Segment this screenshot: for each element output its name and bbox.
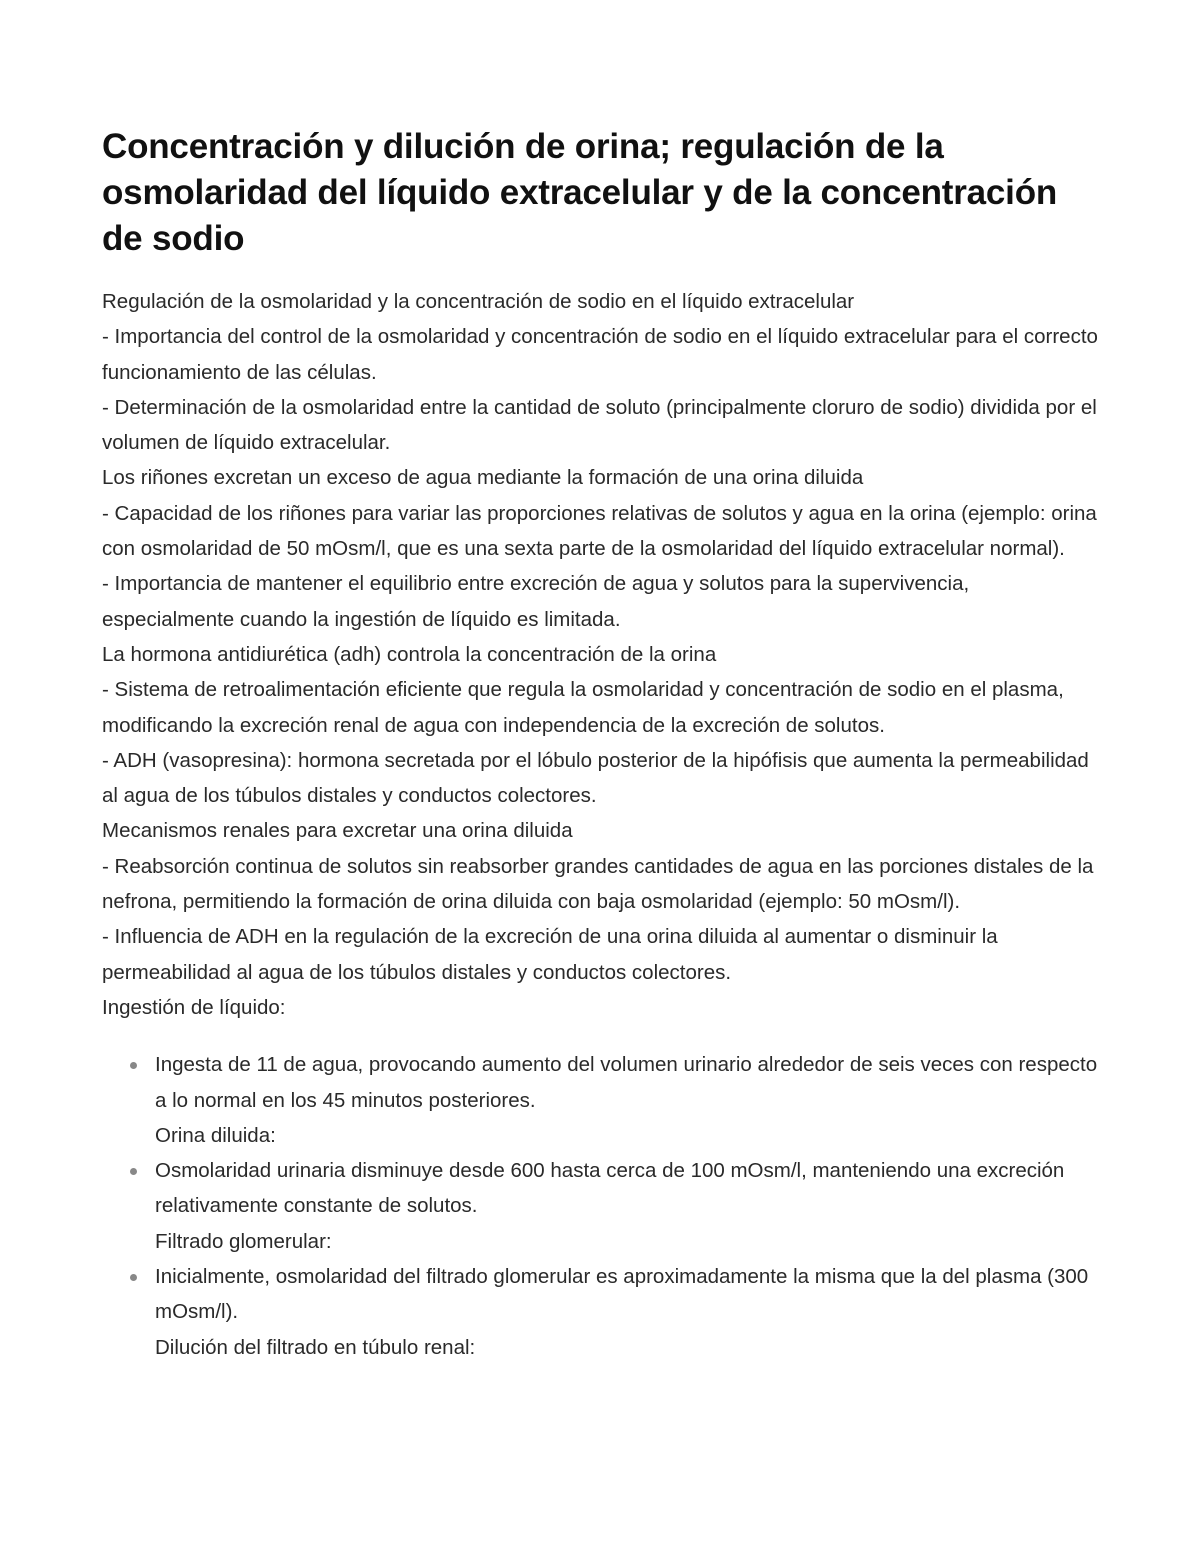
list-item-subheading: Dilución del filtrado en túbulo renal: <box>155 1335 476 1359</box>
paragraph-line: - Capacidad de los riñones para variar las proporciones relativas de solutos y agua en la orina (ejemplo: orina con osmolaridad de 50 mOsm/l, que es una sexta parte de la osmolaridad del líquido extracelular normal). <box>102 501 1097 561</box>
bullet-list <box>102 1047 1102 1365</box>
bullet-icon <box>130 1274 137 1281</box>
document-title: Concentración y dilución de orina; regulación de la osmolaridad del líquido extracelular y de la concentración de sodio <box>102 127 1058 258</box>
paragraph-line: - Influencia de ADH en la regulación de la excreción de una orina diluida al aumentar o disminuir la permeabilidad al agua de los túbulos distales y conductos colectores. <box>102 925 998 984</box>
document-page <box>102 124 1102 1365</box>
list-item <box>102 1259 1102 1365</box>
paragraph-line: - Determinación de la osmolaridad entre la cantidad de soluto (principalmente cloruro de sodio) dividida por el volumen de líquido extracelular. <box>102 395 1097 455</box>
bullet-icon <box>130 1168 137 1175</box>
section-heading: La hormona antidiurética (adh) controla la concentración de la orina <box>102 642 717 666</box>
list-item-text: Inicialmente, osmolaridad del filtrado glomerular es aproximadamente la misma que la del plasma (300 mOsm/l). <box>155 1265 1089 1324</box>
section-heading: Ingestión de líquido: <box>102 995 286 1019</box>
paragraph-line: - Reabsorción continua de solutos sin reabsorber grandes cantidades de agua en las porciones distales de la nefrona, permitiendo la formación de orina diluida con baja osmolaridad (ejemplo: 50 mOsm/l). <box>102 854 1094 914</box>
list-item <box>102 1047 1102 1153</box>
paragraph-line: - Importancia de mantener el equilibrio entre excreción de agua y solutos para la supervivencia, especialmente cuando la ingestión de líquido es limitada. <box>102 572 970 631</box>
list-item-text: Osmolaridad urinaria disminuye desde 600 hasta cerca de 100 mOsm/l, manteniendo una excreción relativamente constante de solutos. <box>155 1159 1065 1218</box>
paragraph-line: - Importancia del control de la osmolaridad y concentración de sodio en el líquido extracelular para el correcto funcionamiento de las células. <box>102 325 1098 384</box>
list-item-subheading: Orina diluida: <box>155 1123 276 1147</box>
section-heading: Regulación de la osmolaridad y la concentración de sodio en el líquido extracelular <box>102 290 855 313</box>
paragraph-line: - ADH (vasopresina): hormona secretada por el lóbulo posterior de la hipófisis que aumenta la permeabilidad al agua de los túbulos distales y conductos colectores. <box>102 748 1089 808</box>
list-item <box>102 1153 1102 1259</box>
section-heading: Los riñones excretan un exceso de agua mediante la formación de una orina diluida <box>102 466 864 490</box>
list-item-text: Ingesta de 11 de agua, provocando aumento del volumen urinario alrededor de seis veces con respecto a lo normal en los 45 minutos posteriores. <box>155 1053 1098 1112</box>
bullet-icon <box>130 1062 137 1069</box>
paragraph-line: - Sistema de retroalimentación eficiente que regula la osmolaridad y concentración de sodio en el plasma, modificando la excreción renal de agua con independencia de la excreción de solutos. <box>102 678 1064 737</box>
section-heading: Mecanismos renales para excretar una orina diluida <box>102 819 573 843</box>
document-body <box>102 284 1102 1025</box>
list-item-subheading: Filtrado glomerular: <box>155 1229 332 1253</box>
